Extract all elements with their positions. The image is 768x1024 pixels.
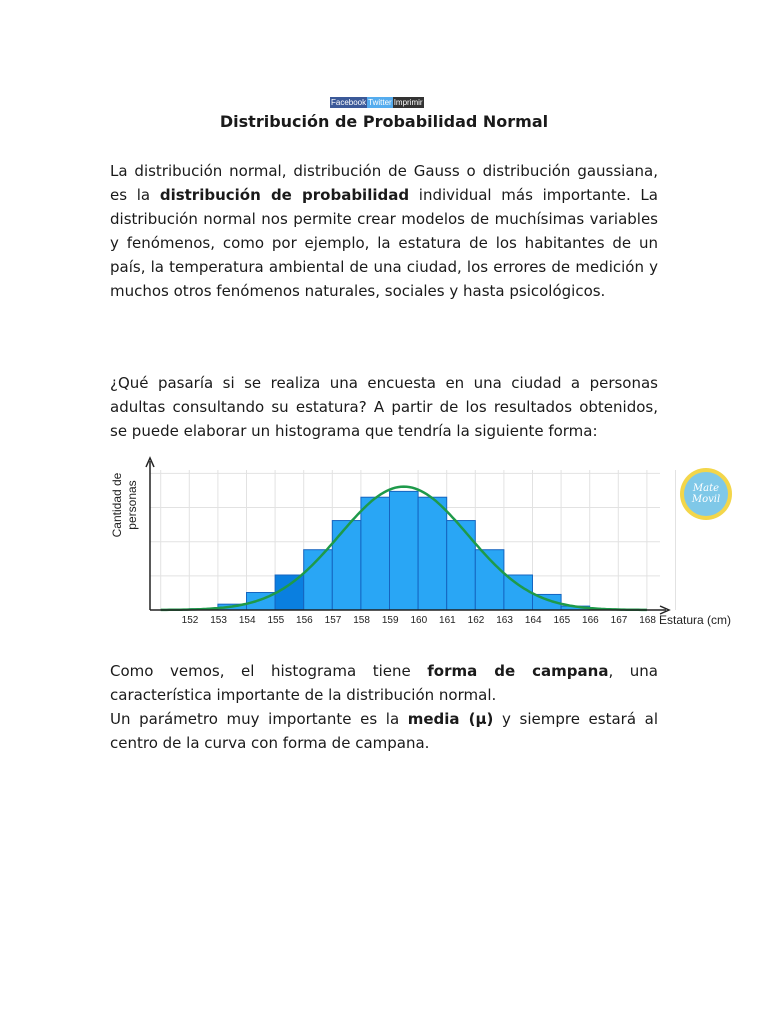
histogram-svg — [100, 455, 745, 635]
mean-paragraph — [110, 707, 658, 755]
x-tick-label-155: 155 — [267, 615, 285, 626]
x-tick-label-163: 163 — [496, 615, 513, 626]
intro-paragraph — [110, 159, 658, 303]
x-tick-label-159: 159 — [381, 615, 399, 626]
bell-text-end: , una característica importante de la distribución normal. — [110, 662, 659, 704]
histogram-chart — [100, 455, 745, 635]
x-tick-label-157: 157 — [324, 615, 342, 626]
matemovil-logo-text: Mate Movil — [684, 472, 728, 516]
intro-text-start: La distribución normal, distribución de Gauss o distribución gaussiana, es la — [110, 162, 658, 204]
twitter-share-button[interactable]: Twitter — [368, 98, 392, 107]
x-tick-label-152: 152 — [181, 615, 199, 626]
bell-text-start: Como vemos, el histograma tiene — [110, 662, 428, 680]
histogram-bar-159 — [361, 497, 390, 610]
x-tick-label-164: 164 — [524, 615, 542, 626]
mean-bold-term: media (µ) — [407, 710, 494, 728]
x-tick-label-154: 154 — [238, 615, 256, 626]
page-title: Distribución de Probabilidad Normal — [219, 112, 549, 131]
x-tick-label-162: 162 — [467, 615, 485, 626]
histogram-bar-160 — [390, 491, 419, 610]
histogram-bar-164 — [504, 575, 533, 610]
bell-shape-paragraph — [110, 659, 658, 707]
facebook-share-button[interactable]: Facebook — [331, 98, 367, 107]
print-button[interactable]: Imprimir — [393, 98, 423, 107]
mean-text-start: Un parámetro muy importante es la — [110, 710, 408, 728]
x-axis-label: Estatura (cm) — [659, 613, 732, 627]
x-tick-label-161: 161 — [439, 615, 456, 626]
x-tick-label-166: 166 — [582, 615, 599, 626]
histogram-bar-156 — [275, 575, 304, 610]
mean-text-end: y siempre estará al centro de la curva con forma de campana. — [110, 710, 658, 752]
x-tick-label-165: 165 — [553, 615, 571, 626]
share-bar — [330, 97, 424, 108]
histogram-bar-161 — [418, 497, 447, 610]
x-tick-label-158: 158 — [353, 615, 370, 626]
intro-text-end: individual más importante. La distribución normal nos permite crear modelos de muchísimas variables y fenómenos, como por ejemplo, la estatura de los habitantes de un país, la temperatura ambiental de una ciudad, los errores de medición y muchos otros fenómenos naturales, sociales y hasta psicológicos. — [110, 186, 658, 300]
y-axis-label: Cantidad depersonas — [110, 472, 139, 538]
intro-bold-term: distribución de probabilidad — [159, 186, 410, 204]
matemovil-logo — [680, 468, 732, 520]
x-tick-label-160: 160 — [410, 615, 428, 626]
question-paragraph: ¿Qué pasaría si se realiza una encuesta en una ciudad a personas adultas consultando su estatura? A partir de los resultados obtenidos, se puede elaborar un histograma que tendría la siguiente forma: — [110, 374, 658, 440]
x-tick-label-156: 156 — [296, 615, 313, 626]
bell-bold-term: forma de campana — [427, 662, 609, 680]
x-tick-label-153: 153 — [210, 615, 227, 626]
x-tick-label-167: 167 — [610, 615, 628, 626]
histogram-bar-158 — [332, 521, 361, 610]
histogram-bar-162 — [447, 521, 476, 610]
x-tick-label-168: 168 — [639, 615, 656, 626]
